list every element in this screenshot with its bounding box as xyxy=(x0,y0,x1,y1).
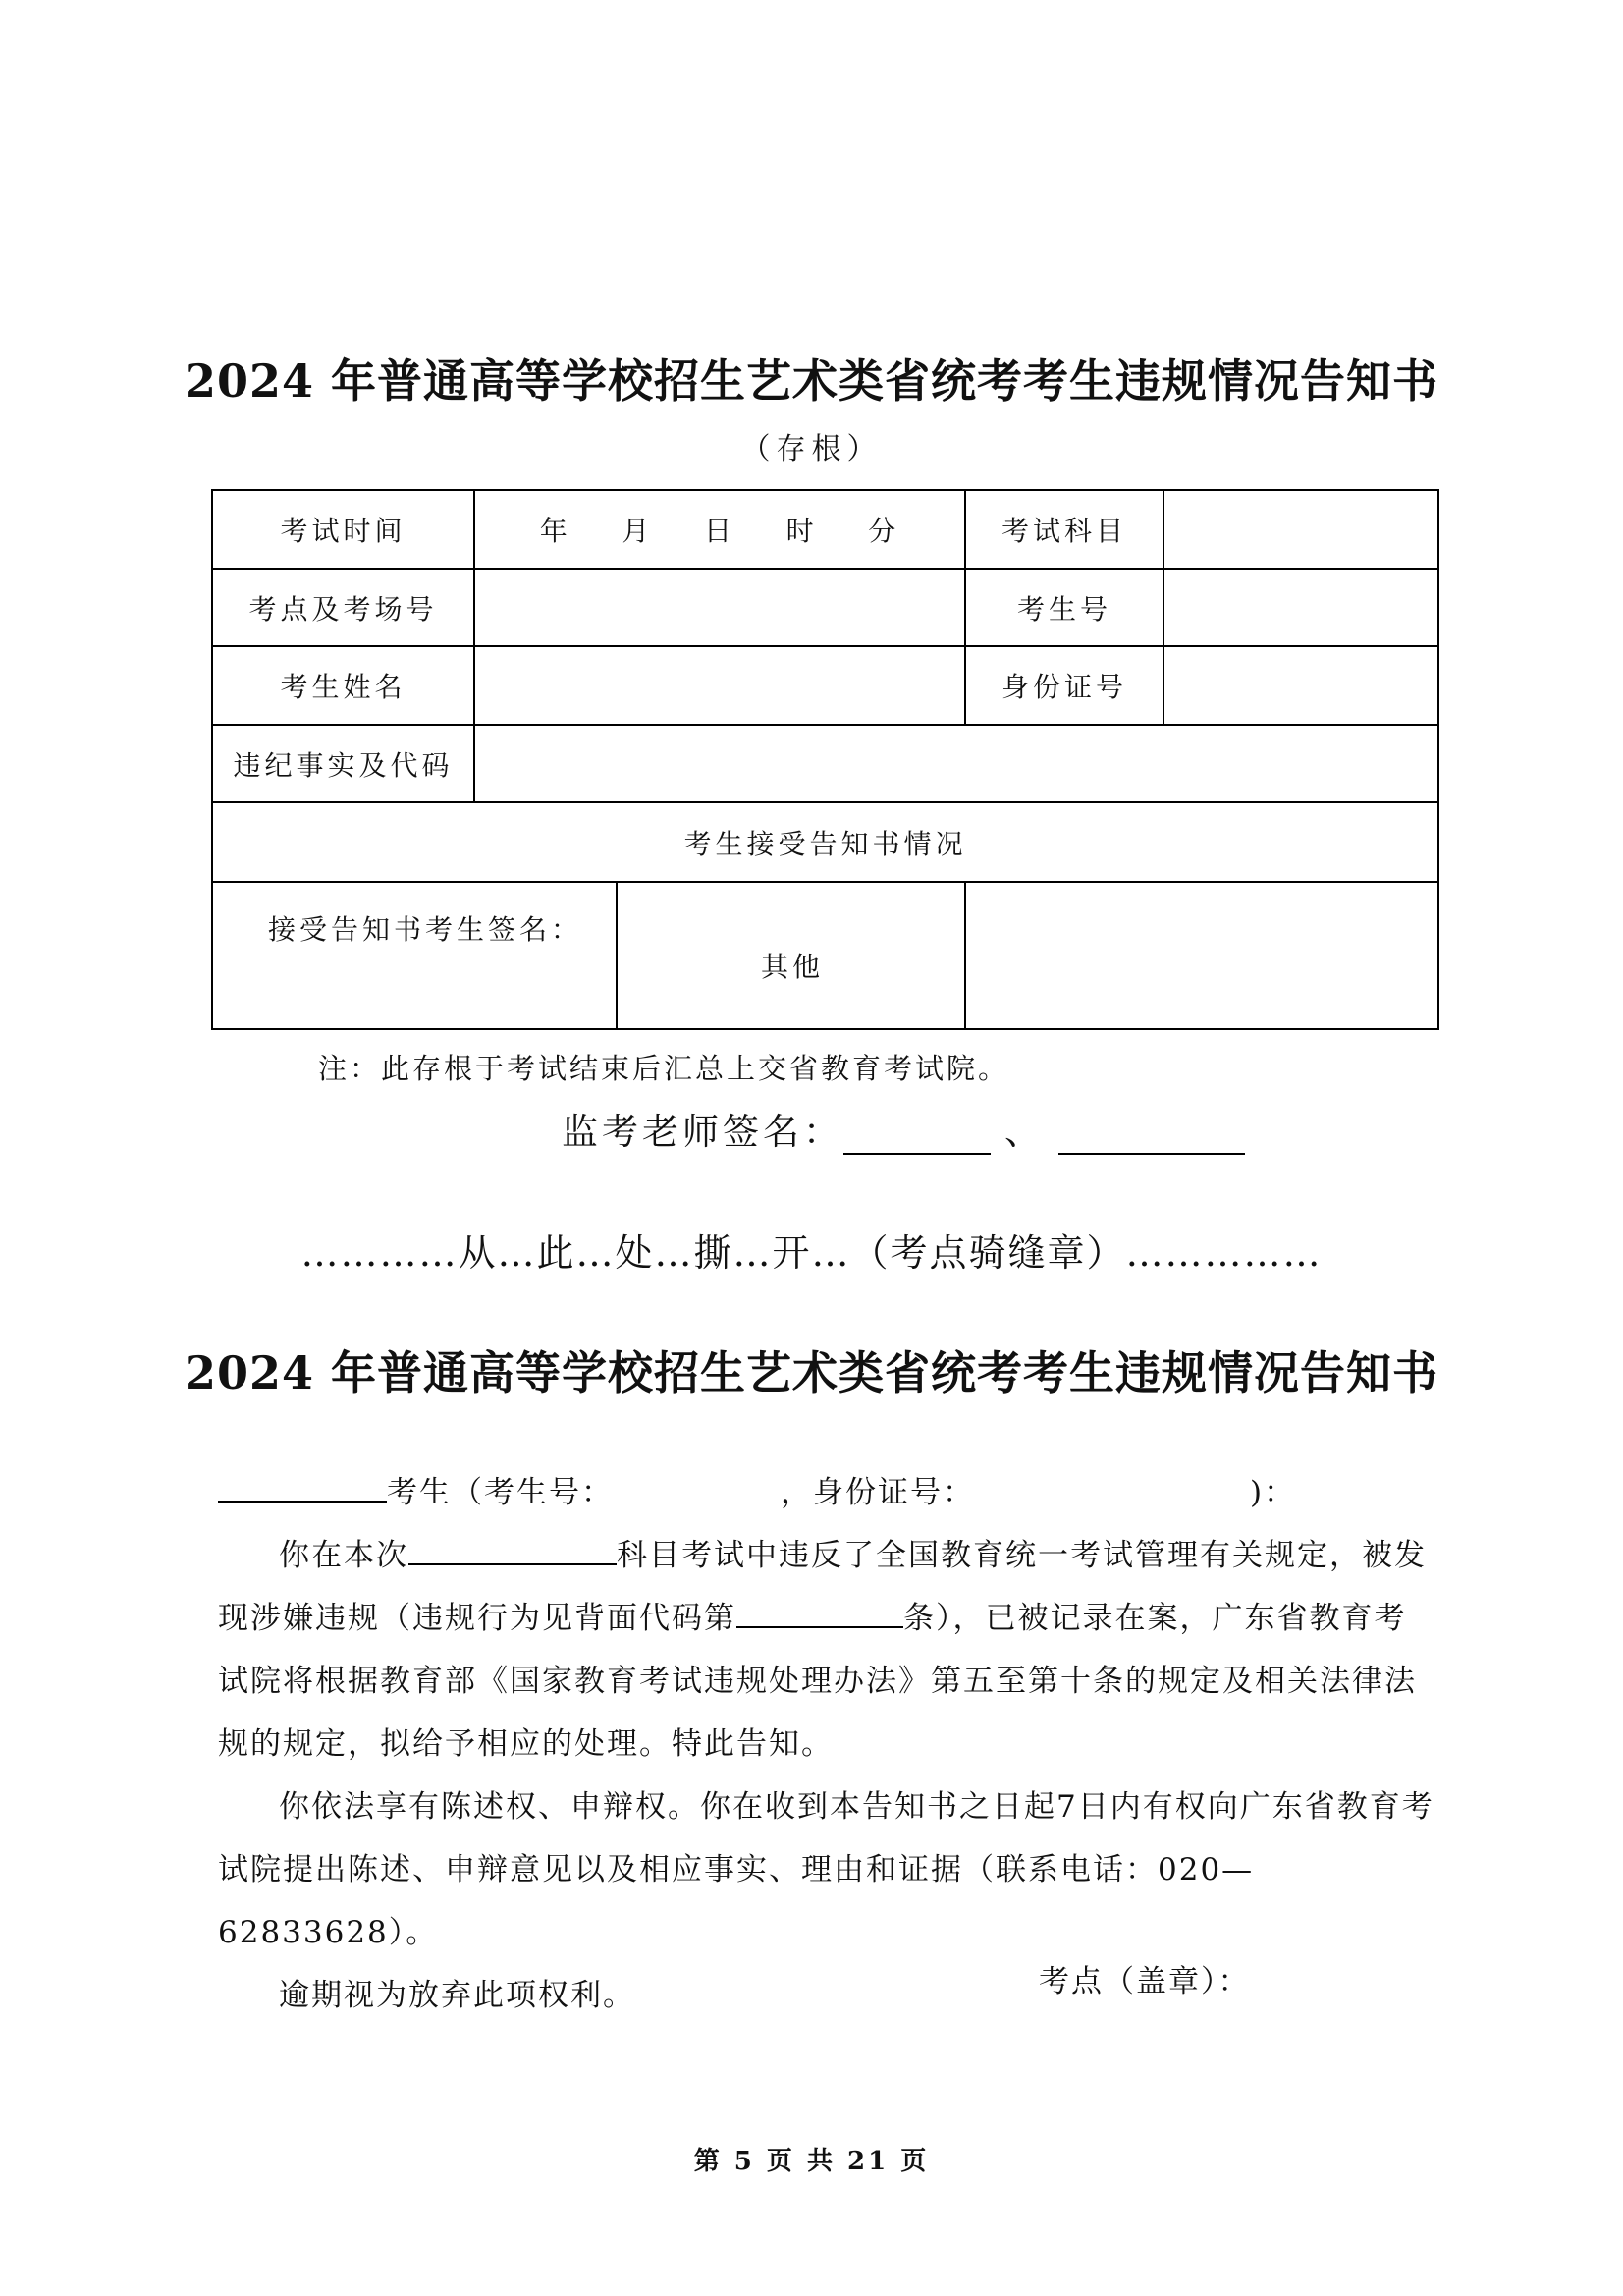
venue-field[interactable] xyxy=(474,569,965,646)
invigilator-sign-blank-2[interactable] xyxy=(1058,1118,1245,1155)
stamp-label: 考点（盖章）： xyxy=(1039,1964,1251,1999)
candidate-no-label: 考生号 xyxy=(965,569,1163,646)
candidate-signature-cell[interactable] xyxy=(212,882,617,1029)
tear-line: …………从…此…处…撕…开…（考点骑缝章）…………… xyxy=(300,1231,1323,1275)
notice-body xyxy=(218,1461,1435,2027)
notice-paragraph-1: 你在本次 科目考试中违反了全国教育统一考试管理有关规定，被发现涉嫌违规（违规行为见背面代码第 条），已被记录在案，广东省教育考试院将根据教育部《国家教育考试违规处理办法》第五至第十条的规定及相关法律法规的规定，拟给予相应的处理。特此告知。 xyxy=(218,1524,1435,1776)
subject-blank[interactable] xyxy=(408,1534,617,1565)
page-number: 第 5 页 共 21 页 xyxy=(693,2147,930,2176)
violation-label: 违纪事实及代码 xyxy=(212,725,474,802)
name-label: 考生姓名 xyxy=(212,646,474,725)
id-label: 身份证号 xyxy=(965,646,1163,725)
stub-subtitle: （存根） xyxy=(740,432,883,466)
exam-subject-label: 考试科目 xyxy=(965,490,1163,569)
notice-title: 2024 年普通高等学校招生艺术类省统考考生违规情况告知书 xyxy=(184,1346,1439,1399)
candidate-no-field[interactable] xyxy=(1163,569,1438,646)
notice-paragraph-3: 逾期视为放弃此项权利。 xyxy=(279,1978,635,2013)
exam-time-label: 考试时间 xyxy=(212,490,474,569)
invigilator-label: 监考老师签名： xyxy=(562,1111,843,1153)
stub-form-table xyxy=(211,489,1439,1030)
signature-label: 接受告知书考生签名： xyxy=(268,913,583,946)
exam-subject-field[interactable] xyxy=(1163,490,1438,569)
invigilator-sign-blank-1[interactable] xyxy=(843,1118,991,1155)
other-field[interactable] xyxy=(965,882,1438,1029)
stub-title: 2024 年普通高等学校招生艺术类省统考考生违规情况告知书 xyxy=(184,355,1439,408)
other-label: 其他 xyxy=(617,882,965,1029)
notice-paragraph-2: 你依法享有陈述权、申辩权。你在收到本告知书之日起7日内有权向广东省教育考试院提出陈述、申辩意见以及相应事实、理由和证据（联系电话：020—62833628）。 xyxy=(218,1789,1434,1950)
exam-time-field[interactable]: 年 月 日 时 分 xyxy=(474,490,965,569)
violation-code-blank[interactable] xyxy=(736,1597,903,1628)
violation-field[interactable] xyxy=(474,725,1438,802)
venue-label: 考点及考场号 xyxy=(212,569,474,646)
notice-addressee-line: 考生（考生号： ，身份证号： )： xyxy=(218,1461,1435,1524)
invigilator-signature-line xyxy=(562,1102,1245,1155)
name-field[interactable] xyxy=(474,646,965,725)
stub-note: 注：此存根于考试结束后汇总上交省教育考试院。 xyxy=(318,1052,1010,1085)
invigilator-separator: 、 xyxy=(1004,1111,1045,1153)
id-field[interactable] xyxy=(1163,646,1438,725)
acceptance-header: 考生接受告知书情况 xyxy=(212,802,1438,882)
candidate-name-blank[interactable] xyxy=(218,1471,387,1503)
